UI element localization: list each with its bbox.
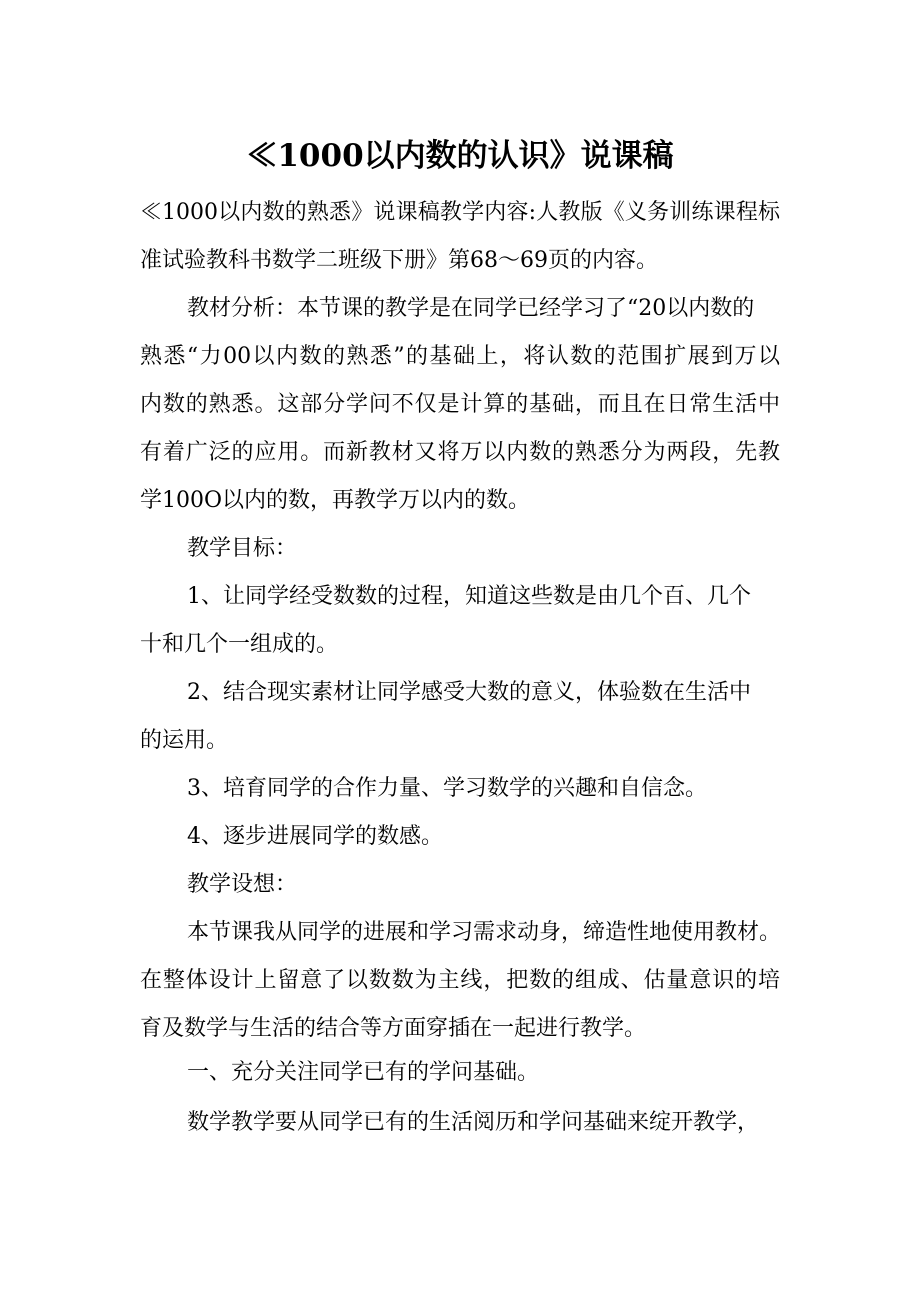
paragraph-line: 1、让同学经受数数的过程，知道这些数是由几个百、几个 — [187, 584, 751, 609]
paragraph-line: ≪1000以内数的熟悉》说课稿教学内容:人教版《义务训练课程标 — [140, 200, 780, 225]
paragraph-line: 有着广泛的应用。而新教材又将万以内数的熟悉分为两段，先教 — [140, 440, 780, 465]
paragraph-line: 在整体设计上留意了以数数为主线，把数的组成、估量意识的培 — [140, 968, 780, 993]
paragraph-line: 本节课我从同学的进展和学习需求动身，缔造性地使用教材。 — [187, 920, 782, 945]
paragraph-line: 的运用。 — [140, 728, 229, 753]
paragraph-line: 十和几个一组成的。 — [140, 632, 339, 657]
paragraph-line: 内数的熟悉。这部分学问不仅是计算的基础，而且在日常生活中 — [140, 392, 780, 417]
section-heading: 教学设想： — [187, 872, 298, 897]
paragraph-line: 3、培育同学的合作力量、学习数学的兴趣和自信念。 — [187, 776, 707, 801]
document-title: ≪1000以内数的认识》说课稿 — [246, 138, 674, 174]
paragraph-line: 准试验教科书数学二班级下册》第68〜69页的内容。 — [140, 248, 658, 273]
paragraph-line: 育及数学与生活的结合等方面穿插在一起进行教学。 — [140, 1016, 647, 1041]
section-heading: 一、充分关注同学已有的学问基础。 — [187, 1060, 540, 1085]
paragraph-line: 学100O以内的数，再教学万以内的数。 — [140, 488, 531, 513]
paragraph-line: 2、结合现实素材让同学感受大数的意义，体验数在生活中 — [187, 680, 751, 705]
section-heading: 教学目标： — [187, 536, 298, 561]
paragraph-line: 数学教学要从同学已有的生活阅历和学问基础来绽开教学， — [187, 1110, 760, 1135]
paragraph-line: 教材分析：本节课的教学是在同学已经学习了“20以内数的 — [187, 296, 755, 321]
paragraph-line: 熟悉“力00以内数的熟悉”的基础上，将认数的范围扩展到万以 — [140, 344, 780, 369]
paragraph-line: 4、逐步进展同学的数感。 — [187, 824, 443, 849]
